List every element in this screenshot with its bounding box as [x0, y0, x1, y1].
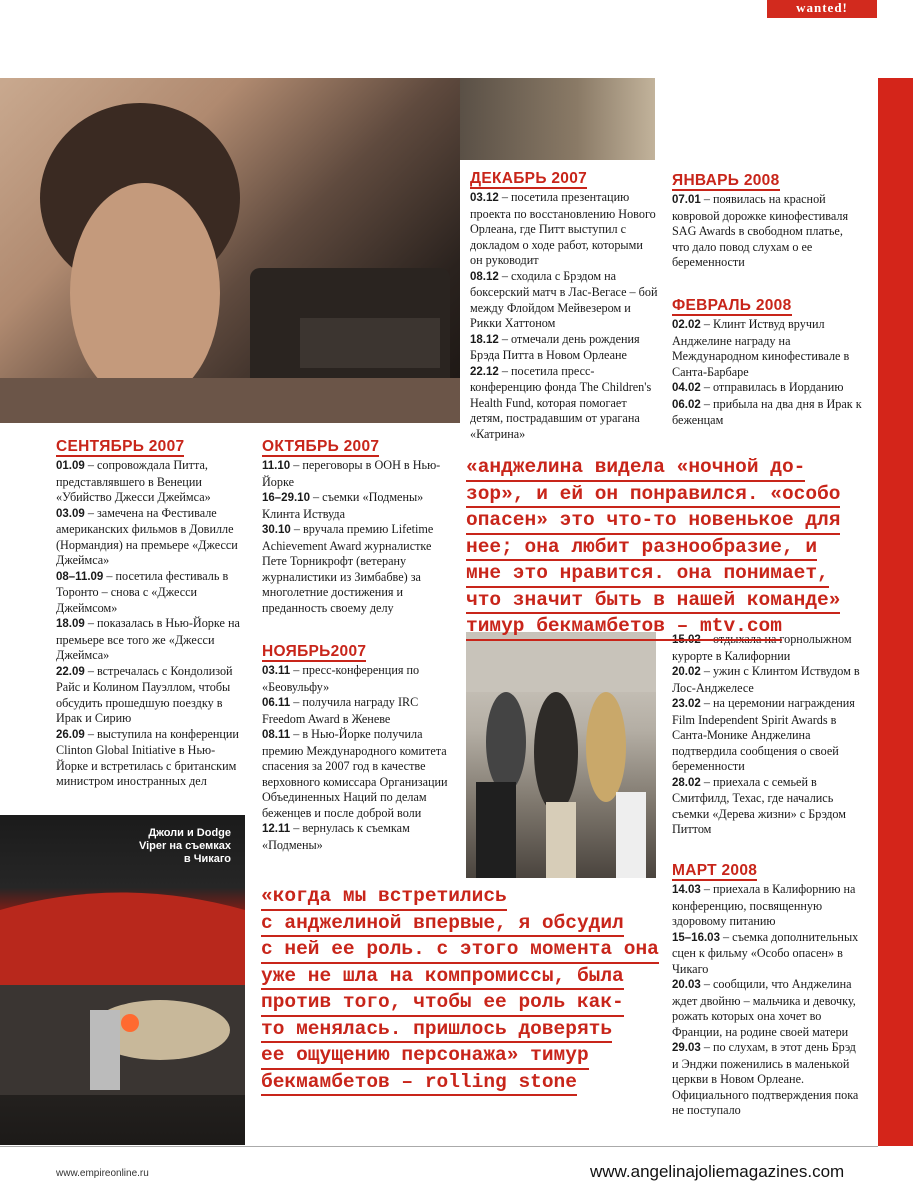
timeline-entry: 12.11 – вернулась к съемкам «Подмены» — [262, 821, 410, 852]
timeline-entry: 11.10 – переговоры в ООН в Нью-Йорке — [262, 458, 441, 489]
quote-line: ее ощущению персонажа» тимур — [261, 1043, 589, 1070]
watermark-site: www.angelinajoliemagazines.com — [590, 1162, 845, 1181]
quote-line: «анджелина видела «ночной до- — [466, 455, 805, 482]
section-title: ЯНВАРЬ 2008 — [672, 172, 780, 189]
timeline-entry: 08.12 – сходила с Брэдом на боксерский матч в Лас-Вегасе – бой между Флойдом Мейвезером и Рикки Хаттоном — [470, 268, 658, 330]
section-march — [672, 862, 862, 1119]
section-november — [262, 643, 452, 853]
pull-quote-rolling-stone — [261, 884, 661, 1096]
timeline-entry: 02.02 – Клинт Иствуд вручил Анджелине награду на Международном кинофестивале в Санта-Барбаре — [672, 317, 850, 379]
timeline-entry: 18.09 – показалась в Нью-Йорке на премьере все того же «Джесси Джеймса» — [56, 616, 240, 662]
timeline-entry: 08.11 – в Нью-Йорке получила премию Международного комитета спасения за 2007 год в качестве верховного комиссара Организации Объединенных Наций по делам беженцев и после доброй воли — [262, 727, 448, 820]
quote-line: с анджелиной впервые, я обсудил — [261, 911, 624, 938]
timeline-entry: 16–29.10 – съемки «Подмены» Клинта Иствуда — [262, 490, 424, 521]
timeline-entry: 14.03 – приехала в Калифорнию на конференцию, посвященную здоровому питанию — [672, 882, 856, 928]
header-tag: wanted! — [767, 0, 877, 18]
timeline-entry: 06.11 – получила награду IRC Freedom Award в Женеве — [262, 695, 419, 726]
hero-photo-art — [0, 78, 460, 423]
caption-line: Viper на съемках — [138, 840, 231, 852]
quote-line: зор», и ей он понравился. «особо — [466, 482, 840, 509]
section-title: СЕНТЯБРЬ 2007 — [56, 438, 185, 455]
timeline-entry: 06.02 – прибыла на два дня в Ирак к беженцам — [672, 396, 862, 427]
timeline-entry: 20.03 – сообщили, что Анджелина ждет двойню – мальчика и девочку, рожать которых она хочет во Франции, на родине своей матери — [672, 977, 856, 1039]
set-photo — [466, 632, 656, 878]
hero-photo — [0, 78, 460, 423]
section-december — [470, 170, 658, 442]
timeline-entry: 20.02 – ужин с Клинтом Иствудом в Лос-Анджелесе — [672, 664, 860, 695]
caption-line: в Чикаго — [183, 853, 231, 865]
timeline-entry: 22.09 – встречалась с Кондолизой Райс и Колином Пауэллом, чтобы обсудить прошедшую поездку в Ирак и Сирию — [56, 663, 233, 725]
timeline-entry: 26.09 – выступила на конференции Clinton Global Initiative в Нью-Йорке и встретилась с британским министром иностранных дел — [56, 726, 239, 788]
timeline-entry: 28.02 – приехала с семьей в Смитфилд, Техас, где начались съемки «Дерева жизни» с Брэдом Питтом — [672, 774, 847, 836]
quote-line: с ней ее роль. с этого момента она — [261, 937, 659, 964]
quote-line: что значит быть в нашей команде» — [466, 588, 840, 615]
timeline-entry: 18.12 – отмечали день рождения Брэда Питта в Новом Орлеане — [470, 331, 640, 362]
set-photo-art — [466, 632, 656, 878]
section-january — [672, 172, 862, 271]
timeline-entry: 03.11 – пресс-конференция по «Беовульфу» — [262, 663, 420, 694]
section-title: МАРТ 2008 — [672, 862, 758, 879]
red-side-bar — [878, 78, 913, 1146]
timeline-entry: 22.12 – посетила пресс-конференцию фонда The Children's Health Fund, которая помогает детям, пострадавшим от урагана «Катрина» — [470, 363, 652, 441]
timeline-entry: 08–11.09 – посетила фестиваль в Торонто – снова с «Джесси Джеймсом» — [56, 568, 229, 615]
caption-line: Джоли и Dodge — [148, 827, 231, 839]
quote-line: «когда мы встретились — [261, 884, 507, 911]
timeline-entry: 23.02 – на церемонии награждения Film Independent Spirit Awards в Санта-Монике Анджелина подтвердила сообщения о своей беременности — [672, 696, 855, 773]
section-february — [672, 297, 862, 429]
timeline-entry: 01.09 – сопровождала Питта, представлявшего в Венеции «Убийство Джесси Джеймса» — [56, 458, 211, 504]
section-october — [262, 438, 452, 616]
quote-attribution: тимур бекмамбетов – mtv.com — [466, 614, 782, 641]
quote-line: опасен» это что-то новенькое для — [466, 508, 840, 535]
quote-line: нее; она любит разнообразие, и — [466, 535, 817, 562]
timeline-entry: 15.02 – отдыхала на горнолыжном курорте в Калифорнии — [672, 632, 852, 663]
timeline-entry: 07.01 – появилась на красной ковровой дорожке кинофестиваля SAG Awards в свободном платье, что дало повод слухам о ее беременности — [672, 192, 849, 269]
pull-quote-mtv — [466, 455, 866, 641]
section-title: НОЯБРЬ2007 — [262, 643, 367, 660]
hero-photo-background — [460, 78, 655, 160]
timeline-entry: 29.03 – по слухам, в этот день Брэд и Энджи поженились в маленькой церкви в Новом Орлеане. Официального подтверждения пока не поступало — [672, 1040, 859, 1117]
section-title: ОКТЯБРЬ 2007 — [262, 438, 380, 455]
quote-line: уже не шла на компромиссы, была — [261, 964, 624, 991]
quote-attribution: бекмамбетов – rolling stone — [261, 1070, 577, 1097]
quote-line: то менялась. пришлось доверять — [261, 1017, 612, 1044]
section-title: ФЕВРАЛЬ 2008 — [672, 297, 792, 314]
section-february-continued — [672, 632, 862, 838]
timeline-entry: 15–16.03 – съемка дополнительных сцен к фильму «Особо опасен» в Чикаго — [672, 929, 859, 976]
timeline-entry: 04.02 – отправилась в Иорданию — [672, 380, 844, 394]
car-photo — [0, 815, 245, 1145]
footer-site-link[interactable]: www.empireonline.ru — [56, 1168, 149, 1179]
timeline-entry: 03.09 – замечена на Фестивале американских фильмов в Довилле (Нормандия) на премьере «Джесси Джеймса» — [56, 505, 238, 567]
quote-line: мне это нравится. она понимает, — [466, 561, 829, 588]
footer-divider — [0, 1146, 878, 1147]
timeline-entry: 30.10 – вручала премию Lifetime Achievement Award журналистке Пете Торникрофт (ветерану журналистики из Зимбабве) за многолетние достижения и преданность своему делу — [262, 522, 434, 615]
timeline-entry: 03.12 – посетила презентацию проекта по восстановлению Нового Орлеана, где Питт выступил с докладом о ходе работ, которыми он руководит — [470, 190, 656, 267]
section-title: ДЕКАБРЬ 2007 — [470, 170, 588, 187]
section-september — [56, 438, 246, 790]
quote-line: против того, чтобы ее роль как- — [261, 990, 624, 1017]
car-photo-caption — [111, 827, 231, 866]
